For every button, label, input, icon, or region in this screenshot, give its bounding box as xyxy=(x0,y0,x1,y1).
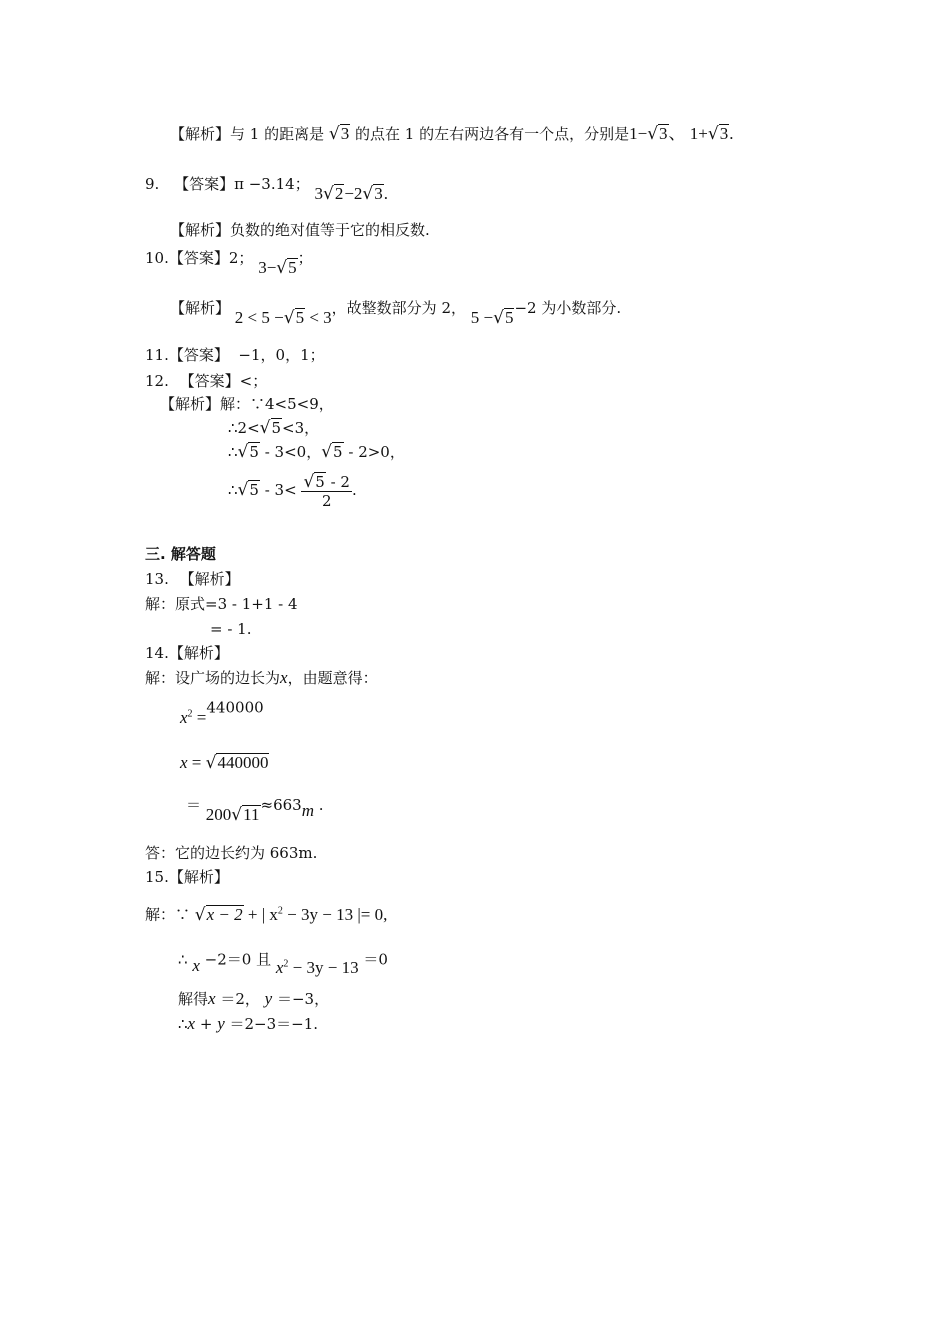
q15-line-3: 解得x ＝2， y ＝−3， xyxy=(178,989,330,1008)
answer-tag: 【答案】 xyxy=(168,249,229,267)
q14-answer: 答：它的边长约为 663m. xyxy=(145,844,318,862)
q14-line-1: 解：设广场的边长为x，由题意得： xyxy=(145,668,378,687)
q13-header xyxy=(145,569,240,589)
q9-answer-line: 9. 【答案】π −3.14； 3√2−2√3. xyxy=(145,175,389,204)
fraction: $\frac{√5 - 2}{2}$ xyxy=(303,472,350,510)
q12-analysis-line-3: ∴√5 - 3<0，√5 - 2>0， xyxy=(228,442,405,462)
answer-tag: 【答案】 xyxy=(179,372,240,390)
q13-line-1: 解：原式=3 - 1+1 - 4 xyxy=(145,595,298,613)
math-expression: 3−√5 xyxy=(258,258,297,278)
sqrt-expression: √3 xyxy=(328,124,350,144)
analysis-tag: 【解析】 xyxy=(170,299,231,317)
analysis-tag: 【解析】 xyxy=(168,644,229,662)
q14-line-2: $x^2 =440000$ xyxy=(180,698,264,727)
question-number: 11. xyxy=(145,346,169,364)
q15-line-2: ∴ x −2＝0 且 $x^2 - 3y - 13 =0$ xyxy=(178,950,388,977)
q15-line-1: 解：∵ √x − 2 + | $x^2 - 3y - 13$ |= 0, xyxy=(145,904,388,925)
q12-answer-line: 12. 【答案】<； xyxy=(145,372,268,390)
q12-analysis-line-2: ∴2<√5<3， xyxy=(228,418,320,438)
math-expression: 3√2−2√3. xyxy=(314,184,389,204)
q12-analysis-line-1: 【解析】解：∵4<5<9， xyxy=(160,395,334,413)
answer-tag: 【答案】 xyxy=(174,175,235,193)
q9-analysis-line: 【解析】负数的绝对值等于它的相反数. xyxy=(170,221,430,239)
question-number: 12. xyxy=(145,372,169,390)
q15-header xyxy=(145,867,229,887)
q14-line-3: x = √440000 xyxy=(180,753,269,773)
section-title: 三. 解答题 xyxy=(145,545,216,563)
question-number: 14. xyxy=(145,644,169,662)
q13-line-2: = - 1. xyxy=(210,620,252,638)
analysis-tag: 【解析】 xyxy=(170,221,231,239)
q14-header xyxy=(145,643,229,663)
analysis-tag: 【解析】 xyxy=(170,125,231,143)
analysis-tag: 【解析】 xyxy=(160,395,221,413)
question-number: 13. xyxy=(145,570,169,588)
q15-line-4: ∴x + y ＝2−3＝−1. xyxy=(178,1014,319,1033)
question-number: 15. xyxy=(145,868,169,886)
question-number: 9. xyxy=(145,175,160,193)
q11-answer-line: 11.【答案】 −1，0，1； xyxy=(145,346,325,364)
q8-analysis-line: 【解析】与 1 的距离是 √3 的点在 1 的左右两边各有一个点，分别是1−√3、 1+√3. xyxy=(170,124,734,144)
q14-line-4: ＝ 200√11≈663m . xyxy=(186,796,324,825)
analysis-tag: 【解析】 xyxy=(168,868,229,886)
question-number: 10. xyxy=(145,249,169,267)
inequality-expression: 2 < 5 −√5 < 3 xyxy=(234,308,332,328)
q12-analysis-line-4: ∴√5 - 3< $\frac{√5 - 2}{2}$ . xyxy=(228,472,357,510)
analysis-tag: 【解析】 xyxy=(179,570,240,588)
q10-answer-line: 10.【答案】2； 3−√5； xyxy=(145,249,313,278)
math-expression: 5 −√5 xyxy=(470,308,514,328)
q10-analysis-line: 【解析】 2 < 5 −√5 < 3，故整数部分为 2， 5 −√5−2 为小数部分. xyxy=(170,299,622,328)
answer-tag: 【答案】 xyxy=(168,346,229,364)
